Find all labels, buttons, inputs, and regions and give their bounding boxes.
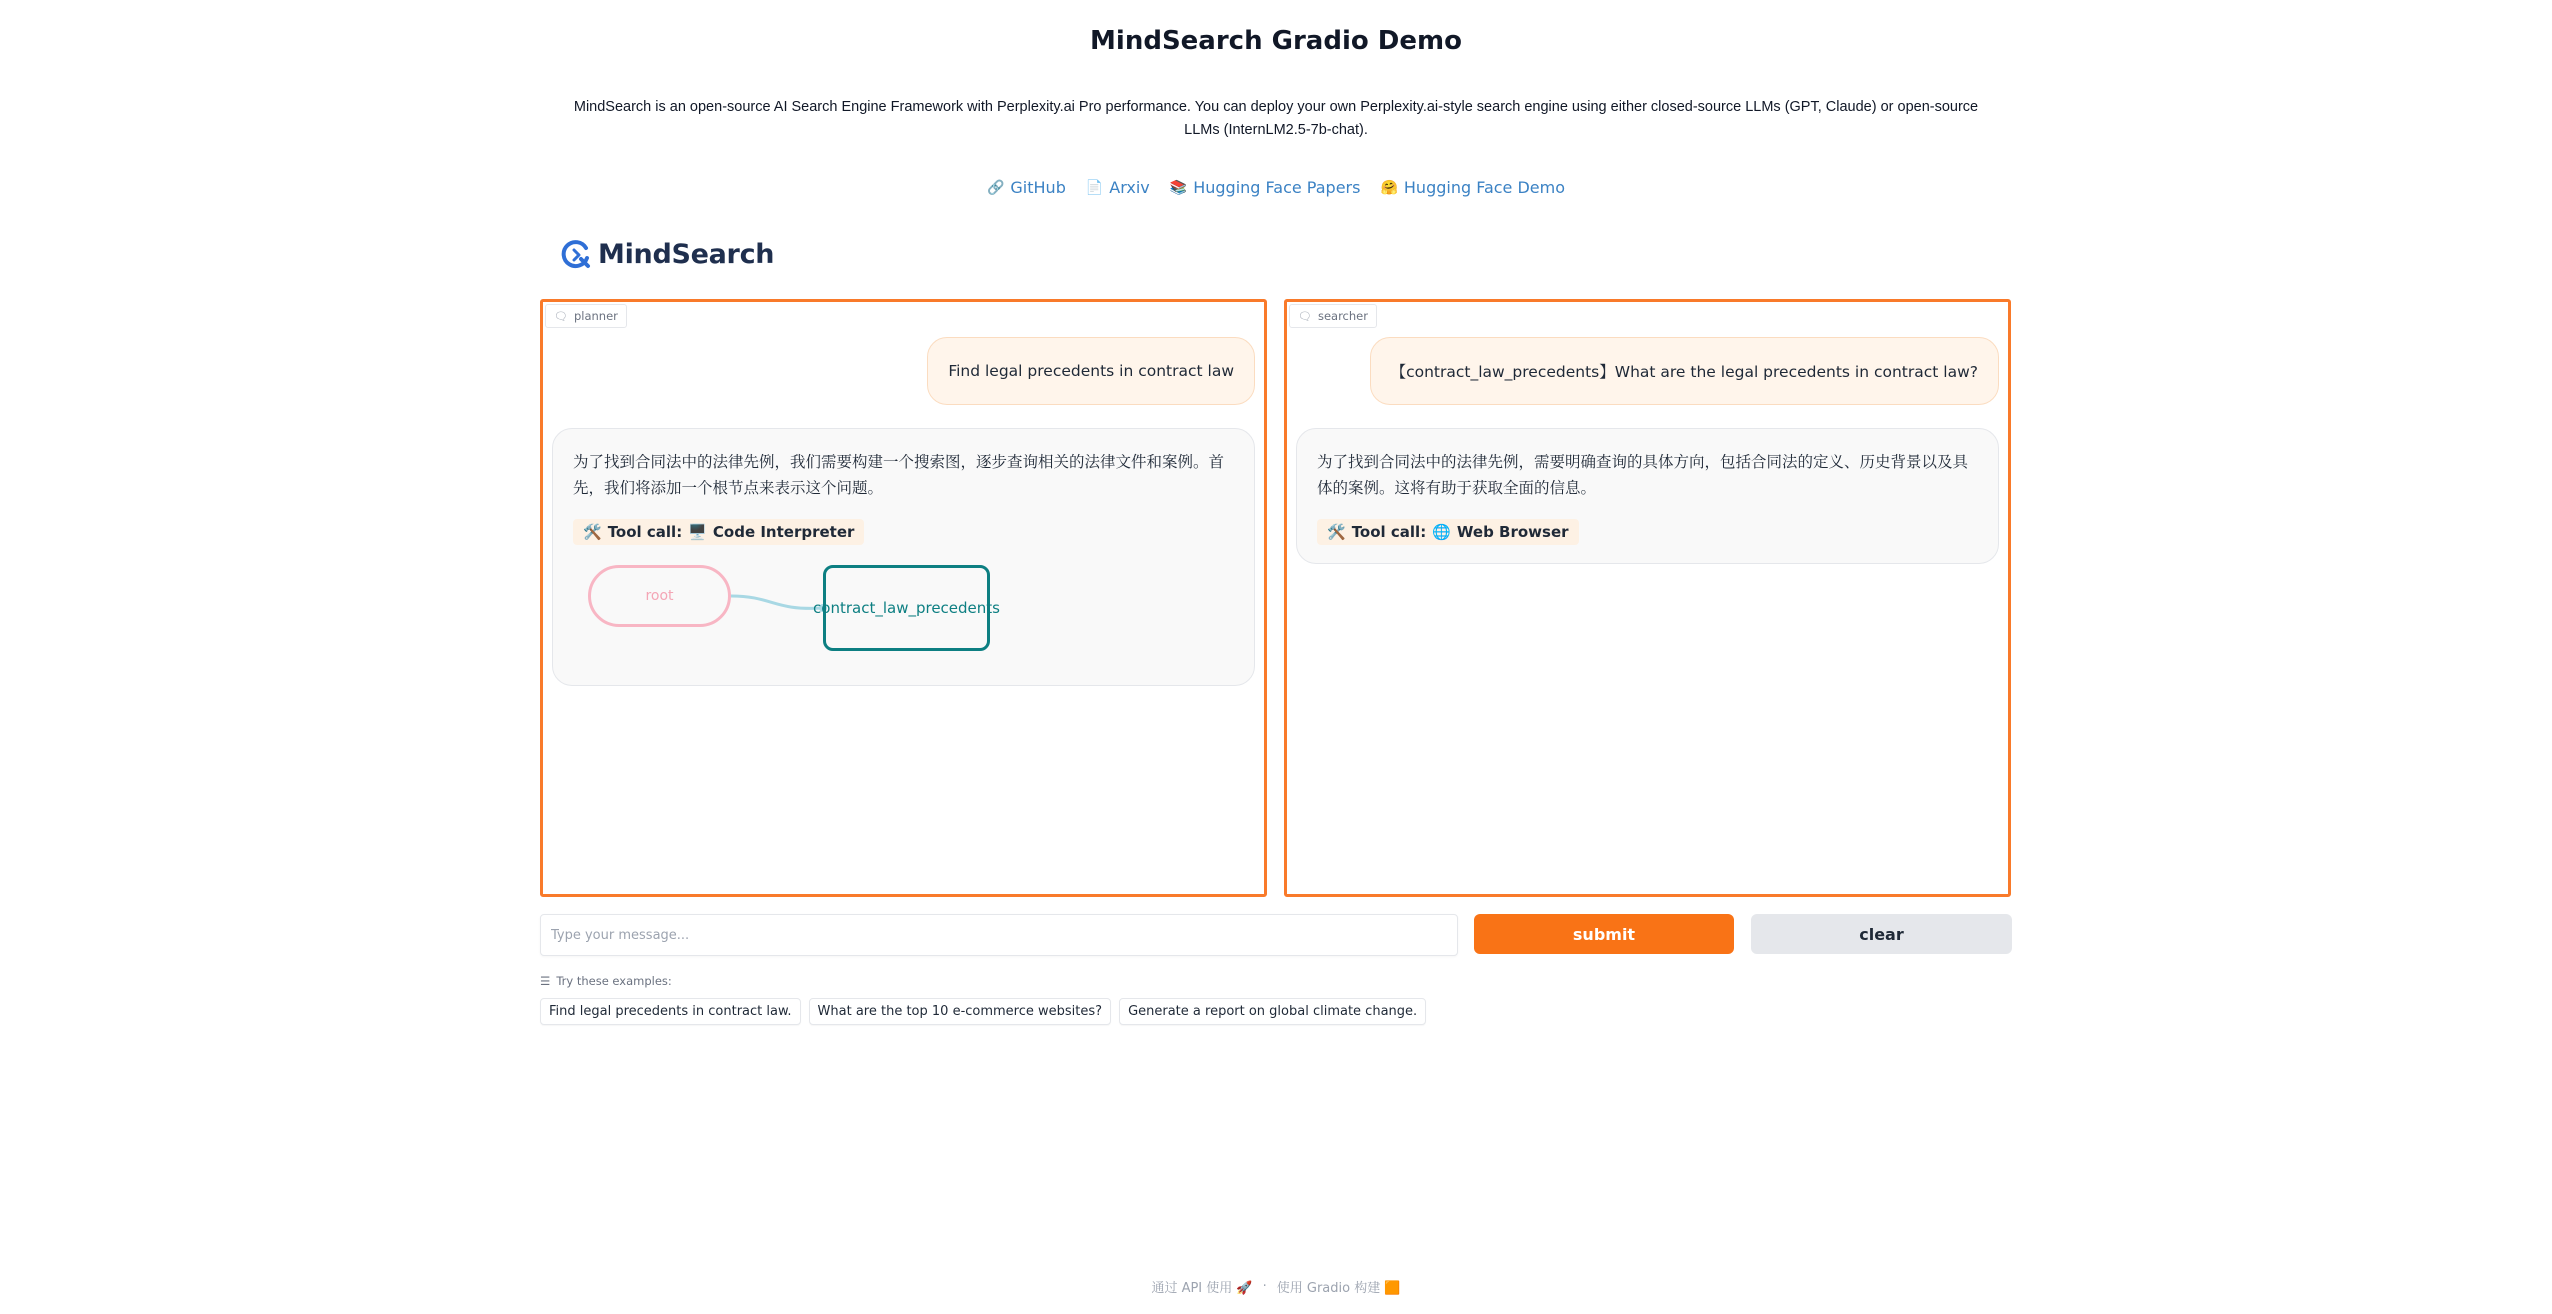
hf-demo-link[interactable] [1380,178,1565,197]
list-icon: ☰ [540,974,551,988]
planner-bot-text: 为了找到合同法中的法律先例，我们需要构建一个搜索图，逐步查询相关的法律文件和案例。首先，我们将添加一个根节点来表示这个问题。 [573,453,1225,497]
chat-icon: 🗨 [1298,309,1312,323]
planner-chatbot[interactable] [540,299,1267,897]
tool-call-name: Web Browser [1456,523,1569,541]
example-button[interactable]: What are the top 10 e-commerce websites? [809,998,1112,1025]
submit-button[interactable]: submit [1474,914,1734,954]
hf-demo-link-label: Hugging Face Demo [1403,178,1566,197]
tool-call-name: Code Interpreter [712,523,855,541]
use-via-api-link[interactable] [1151,1277,1252,1296]
searcher-label-text: searcher [1317,309,1368,323]
gradio-logo-icon: 🟧 [1384,1281,1401,1296]
example-button[interactable]: Find legal precedents in contract law. [540,998,801,1025]
planner-label-text: planner [573,309,618,323]
header-links [0,178,2552,197]
chat-icon: 🗨 [554,309,568,323]
github-link[interactable] [987,178,1066,197]
search-graph [573,555,1000,665]
arxiv-link[interactable] [1086,178,1150,197]
searcher-user-message: 【contract_law_precedents】What are the legal precedents in contract law? [1370,337,1999,405]
graph-node-root: root [588,565,731,627]
rocket-icon: 🚀 [1236,1281,1253,1296]
mindsearch-logo-icon [560,238,592,270]
built-with-gradio-label: 使用 Gradio 构建 [1276,1281,1381,1296]
brand-header [560,238,774,270]
clear-button[interactable]: clear [1751,914,2012,954]
footer [0,1277,2552,1296]
use-via-api-label: 通过 API 使用 [1151,1281,1233,1296]
footer-separator: · [1262,1279,1267,1294]
brand-name: MindSearch [598,238,775,270]
page-description: MindSearch is an open-source AI Search Engine Framework with Perplexity.ai Pro performance. You can deploy your own Perplexity.ai-style search engine using either closed-source LLMs (GPT, Claude) or open-source LLMs (InternLM2.5-7b-chat). [573,99,1979,138]
arxiv-link-label: Arxiv [1109,178,1150,197]
link-icon: 🔗 [986,179,1005,196]
planner-bot-message [552,428,1255,686]
searcher-tool-call [1317,519,1579,545]
tool-call-label: Tool call: [1351,523,1427,541]
tool-call-label: Tool call: [607,523,683,541]
examples-list [540,998,1426,1025]
examples-label [540,974,672,988]
searcher-label [1289,304,1377,328]
books-icon: 📚 [1169,179,1188,196]
globe-icon: 🌐 [1432,523,1451,541]
built-with-gradio-link[interactable] [1277,1277,1401,1296]
searcher-bot-message [1296,428,1999,564]
planner-tool-call [573,519,864,545]
tools-icon: 🛠️ [1327,523,1346,541]
hf-papers-link-label: Hugging Face Papers [1193,178,1361,197]
github-link-label: GitHub [1010,178,1066,197]
example-button[interactable]: Generate a report on global climate change. [1119,998,1426,1025]
graph-node-child: contract_law_precedents [823,565,990,651]
searcher-bot-text: 为了找到合同法中的法律先例，需要明确查询的具体方向，包括合同法的定义、历史背景以及具体的案例。这将有助于获取全面的信息。 [1317,453,1969,497]
message-input[interactable] [540,914,1458,956]
hugging-face-icon: 🤗 [1380,179,1398,196]
page-title: MindSearch Gradio Demo [1090,26,1462,56]
searcher-chatbot[interactable] [1284,299,2011,897]
planner-user-message: Find legal precedents in contract law [927,337,1255,405]
hf-papers-link[interactable] [1170,178,1361,197]
planner-label [545,304,627,328]
tools-icon: 🛠️ [583,523,602,541]
examples-label-text: Try these examples: [556,974,672,988]
computer-icon: 🖥️ [688,523,707,541]
document-icon: 📄 [1085,179,1104,196]
